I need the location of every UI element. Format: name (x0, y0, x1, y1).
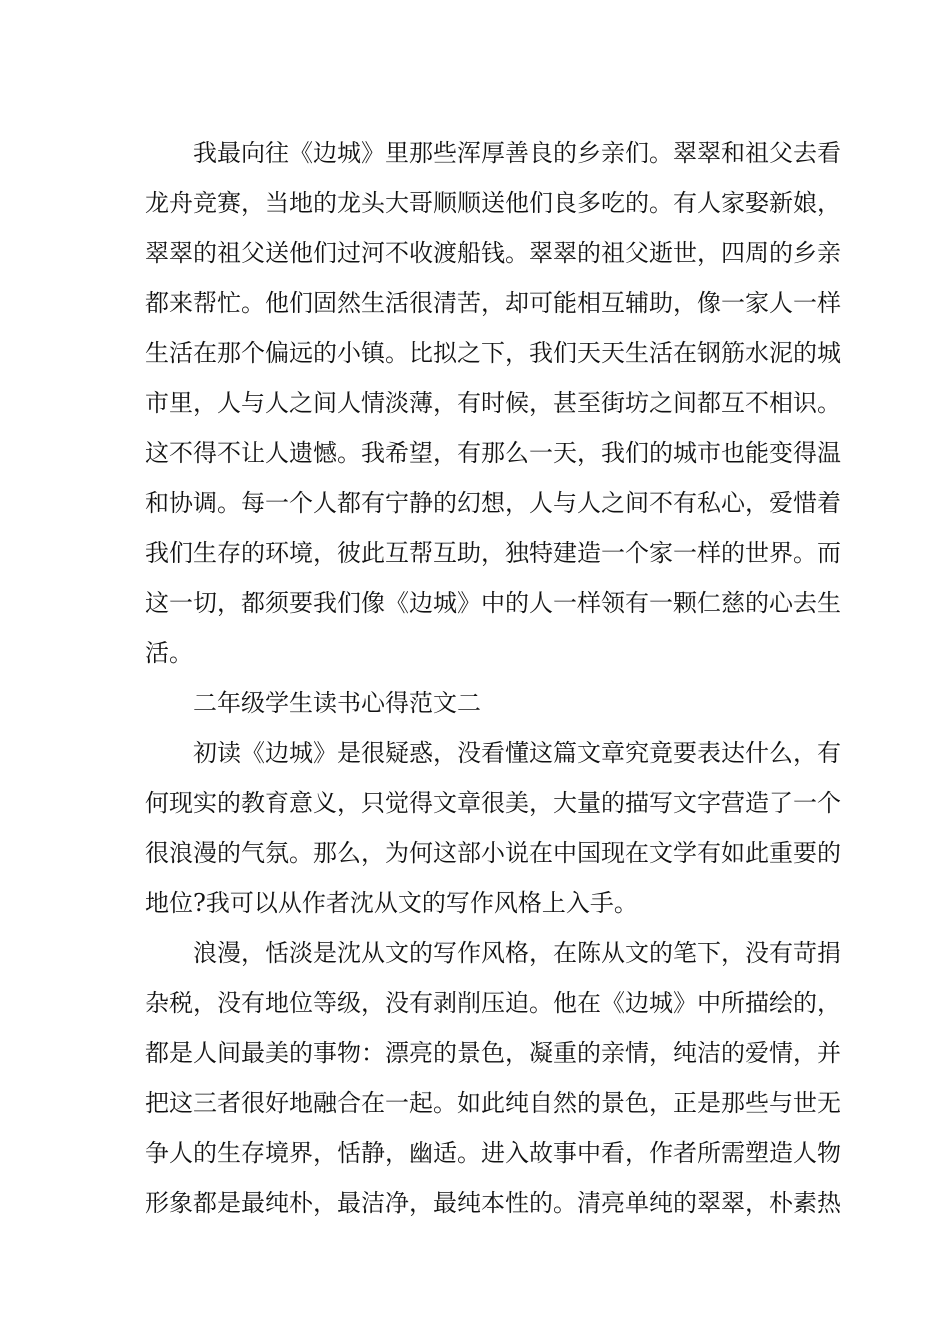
text-line: 翠翠的祖父送他们过河不收渡船钱。翠翠的祖父逝世，四周的乡亲 (145, 239, 841, 267)
text-line: 把这三者很好地融合在一起。如此纯自然的景色，正是那些与世无 (145, 1089, 841, 1117)
text-line: 形象都是最纯朴，最洁净，最纯本性的。清亮单纯的翠翠，朴素热 (145, 1189, 841, 1217)
section-heading (145, 678, 810, 728)
text-line: 都是人间最美的事物：漂亮的景色，凝重的亲情，纯洁的爱情，并 (145, 1039, 841, 1067)
text-line: 初读《边城》是很疑惑，没看懂这篇文章究竟要表达什么，有 (193, 739, 841, 767)
document-body (145, 128, 841, 1228)
text-line: 都来帮忙。他们固然生活很清苦，却可能相互辅助，像一家人一样 (145, 289, 841, 317)
text-line: 生活在那个偏远的小镇。比拟之下，我们天天生活在钢筋水泥的城 (145, 339, 841, 367)
text-line: 这一切，都须要我们像《边城》中的人一样领有一颗仁慈的心去生 (145, 589, 841, 617)
text-line: 活。 (145, 639, 193, 667)
text-line: 这不得不让人遗憾。我希望，有那么一天，我们的城市也能变得温 (145, 439, 841, 467)
text-line: 杂税，没有地位等级，没有剥削压迫。他在《边城》中所描绘的， (145, 989, 841, 1017)
paragraph-3 (145, 728, 841, 928)
heading-text: 二年级学生读书心得范文二 (193, 689, 481, 717)
text-line: 地位?我可以从作者沈从文的写作风格上入手。 (145, 889, 638, 917)
text-line: 我最向往《边城》里那些浑厚善良的乡亲们。翠翠和祖父去看 (193, 139, 841, 167)
paragraph-1 (145, 128, 841, 678)
text-line: 市里，人与人之间人情淡薄，有时候，甚至街坊之间都互不相识。 (145, 389, 841, 417)
text-line: 很浪漫的气氛。那么，为何这部小说在中国现在文学有如此重要的 (145, 839, 841, 867)
text-line: 我们生存的环境，彼此互帮互助，独特建造一个家一样的世界。而 (145, 539, 841, 567)
text-line: 和协调。每一个人都有宁静的幻想，人与人之间不有私心，爱惜着 (145, 489, 841, 517)
text-line: 龙舟竞赛，当地的龙头大哥顺顺送他们良多吃的。有人家娶新娘， (145, 189, 841, 217)
text-line: 争人的生存境界，恬静，幽适。进入故事中看，作者所需塑造人物 (145, 1139, 841, 1167)
paragraph-4 (145, 928, 841, 1228)
text-line: 何现实的教育意义，只觉得文章很美，大量的描写文字营造了一个 (145, 789, 841, 817)
text-line: 浪漫，恬淡是沈从文的写作风格，在陈从文的笔下，没有苛捐 (193, 939, 841, 967)
